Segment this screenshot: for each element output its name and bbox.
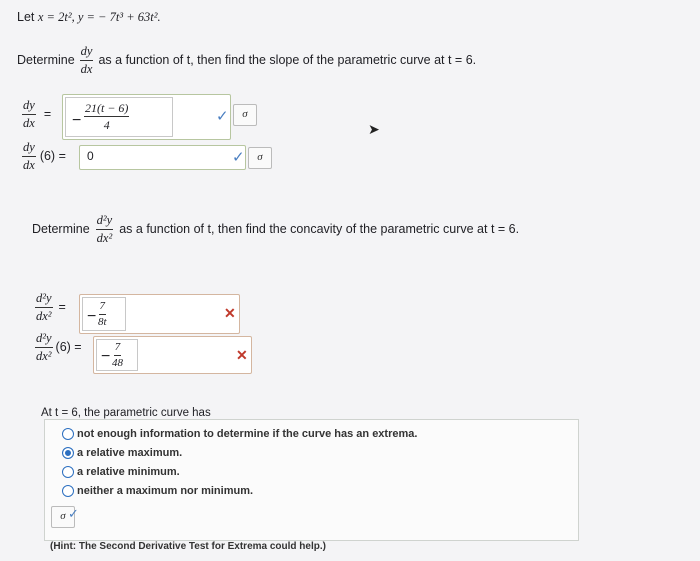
answer-sign: − — [72, 112, 82, 129]
label-denominator: dx² — [36, 308, 52, 323]
answer-numerator: 21(t − 6) — [85, 101, 129, 115]
fraction-numerator: d²y — [96, 214, 114, 230]
part2-prompt-after: as a function of t, then find the concavity of the parametric curve at t = 6. — [119, 222, 520, 236]
answer-value: 0 — [87, 149, 94, 163]
part3-question: At t = 6, the parametric curve has — [41, 407, 211, 419]
label-numerator: dy — [22, 99, 36, 115]
d2ydx2-at-6-answer-field[interactable] — [96, 339, 138, 371]
d2ydx2-answer-field[interactable] — [82, 297, 126, 331]
let-label: Let — [17, 10, 35, 24]
label-denominator: dx — [23, 115, 35, 130]
option-label: not enough information to determine if the curve has an extrema. — [77, 428, 418, 440]
option-label: a relative minimum. — [77, 466, 180, 478]
formula-editor-button[interactable]: σ — [248, 147, 272, 169]
radio-button[interactable] — [62, 485, 74, 497]
formula-editor-button[interactable]: σ — [51, 506, 75, 528]
parametric-definition: x = 2t², y = − 7t³ + 63t². — [37, 10, 161, 24]
label-numerator: dy — [22, 141, 36, 157]
dydx-at-6-label — [22, 141, 66, 171]
dydx-at-6-answer-box[interactable] — [79, 145, 246, 170]
d2ydx2-answer-box[interactable] — [79, 294, 240, 334]
part1-prompt — [17, 45, 476, 75]
answer-numerator: 7 — [99, 301, 107, 315]
label-denominator: dx — [23, 157, 35, 172]
fraction-denominator: dx² — [96, 230, 113, 245]
radio-button-selected[interactable] — [62, 447, 74, 459]
option-label: neither a maximum nor minimum. — [77, 485, 254, 497]
option-label: a relative maximum. — [77, 447, 183, 459]
incorrect-x-icon: ✕ — [236, 347, 248, 363]
answer-numerator: 7 — [114, 342, 122, 356]
answer-denominator: 48 — [112, 357, 123, 369]
hint-text: (Hint: The Second Derivative Test for Extrema could help.) — [50, 541, 326, 552]
equals-sign: = — [58, 300, 66, 314]
correct-check-icon: ✓ — [232, 149, 245, 166]
option-relative-maximum[interactable] — [62, 447, 182, 459]
label-denominator: dx² — [36, 348, 52, 363]
dydx-row-label — [22, 99, 51, 129]
formula-editor-button[interactable]: σ — [233, 104, 257, 126]
answer-denominator: 4 — [103, 118, 110, 132]
answer-sign: − — [87, 308, 97, 325]
dydx-answer-box[interactable] — [62, 94, 231, 140]
evaluation-suffix: (6) = — [39, 149, 66, 163]
d2ydx2-row-label — [35, 292, 66, 322]
option-neither[interactable] — [62, 485, 253, 497]
fraction-numerator: dy — [80, 45, 94, 61]
correct-check-icon: ✓ — [68, 506, 79, 521]
label-numerator: d²y — [35, 332, 53, 348]
part2-prompt-before: Determine — [32, 222, 90, 236]
part2-prompt — [32, 214, 519, 244]
part1-prompt-before: Determine — [17, 53, 75, 67]
evaluation-suffix: (6) = — [55, 340, 82, 354]
option-not-enough-info[interactable] — [62, 428, 417, 440]
d2ydx2-at-6-label — [35, 332, 82, 362]
radio-button[interactable] — [62, 466, 74, 478]
fraction-denominator: dx — [80, 61, 93, 76]
label-numerator: d²y — [35, 292, 53, 308]
option-relative-minimum[interactable] — [62, 466, 180, 478]
equals-sign: = — [43, 107, 52, 121]
d2ydx2-at-6-answer-box[interactable] — [93, 336, 252, 374]
answer-sign: − — [101, 348, 111, 365]
part1-prompt-after: as a function of t, then find the slope of the parametric curve at t = 6. — [98, 53, 477, 67]
dydx-answer-field[interactable] — [65, 97, 173, 137]
incorrect-x-icon: ✕ — [224, 305, 236, 321]
mouse-cursor-icon: ➤ — [368, 121, 380, 137]
dy-dx-fraction — [80, 45, 94, 75]
correct-check-icon: ✓ — [216, 108, 229, 125]
radio-button[interactable] — [62, 428, 74, 440]
problem-statement — [17, 10, 161, 25]
answer-denominator: 8t — [98, 316, 107, 328]
